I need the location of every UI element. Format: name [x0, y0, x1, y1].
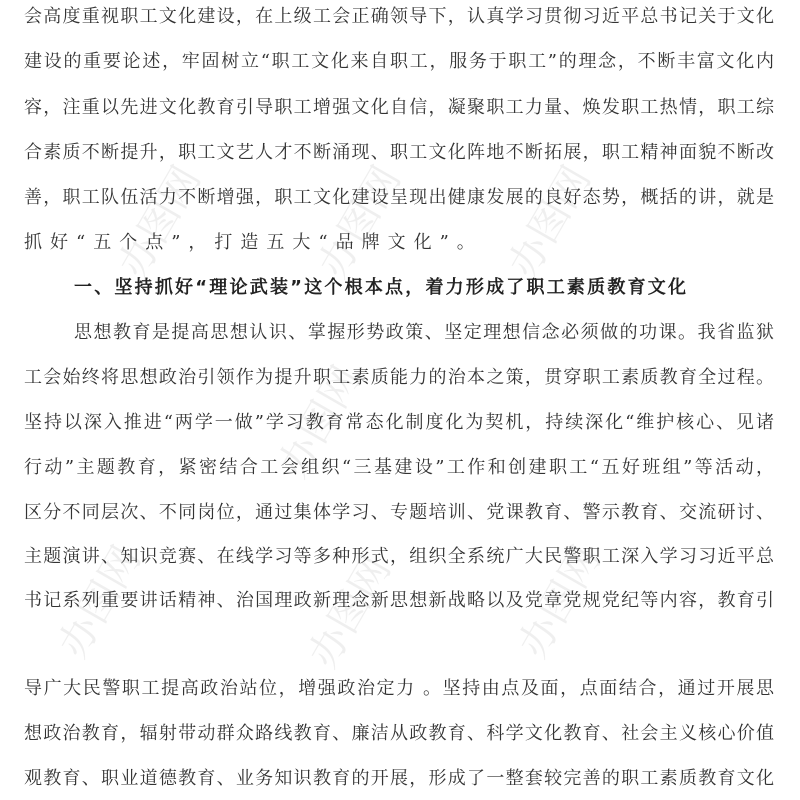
paragraph-line: 会高度重视职工文化建设，在上级工会正确领导下，认真学习贯彻习近平总书记关于文化	[24, 6, 774, 27]
paragraph-line: 行动”主题教育，紧密结合工会组织“三基建设”工作和创建职工“五好班组”等活动，	[24, 457, 774, 478]
paragraph-line: 善，职工队伍活力不断增强，职工文化建设呈现出健康发展的良好态势，概括的讲，就是	[24, 187, 774, 208]
paragraph-line: 导广大民警职工提高政治站位，增强政治定力 。坚持由点及面，点面结合，通过开展思	[24, 678, 774, 699]
paragraph-line: 容，注重以先进文化教育引导职工增强文化自信，凝聚职工力量、焕发职工热情，职工综	[24, 97, 774, 118]
paragraph-line: 观教育、职业道德教育、业务知识教育的开展，形成了一整套较完善的职工素质教育文化	[24, 768, 774, 789]
paragraph-line: 区分不同层次、不同岗位，通过集体学习、专题培训、党课教育、警示教育、交流研讨、	[24, 502, 774, 523]
watermark: 办图网	[510, 538, 610, 666]
section-heading: 一、坚持抓好“理论武装”这个根本点，着力形成了职工素质教育文化	[74, 277, 686, 298]
paragraph-line: 工会始终将思想政治引领作为提升职工素质能力的治本之策，贯穿职工素质教育全过程。	[24, 367, 774, 388]
paragraph-line: 书记系列重要讲话精神、治国理政新理念新思想新战略以及党章党规党纪等内容，教育引	[24, 590, 774, 611]
watermark: 办图网	[110, 158, 210, 286]
paragraph-line: 坚持以深入推进“两学一做”学习教育常态化制度化为契机，持续深化“维护核心、见诸	[24, 412, 774, 433]
paragraph-line: 建设的重要论述，牢固树立“职工文化来自职工，服务于职工”的理念，不断丰富文化内	[24, 51, 774, 72]
watermark: 办图网	[500, 158, 600, 286]
watermark: 办图网	[300, 548, 400, 676]
paragraph-line: 思想教育是提高思想认识、掌握形势政策、坚定理想信念必须做的功课。我省监狱	[74, 322, 774, 343]
paragraph-line: 合素质不断提升，职工文艺人才不断涌现、职工文化阵地不断拓展，职工精神面貌不断改	[24, 142, 774, 163]
paragraph-line: 想政治教育，辐射带动群众路线教育、廉洁从政教育、科学文化教育、社会主义核心价值	[24, 723, 774, 744]
watermark: 办图网	[50, 538, 150, 666]
watermark: 办图网	[310, 158, 410, 286]
watermark: 办图网	[270, 358, 370, 486]
paragraph-line: 抓好“五个点”，打造五大“品牌文化”。	[24, 232, 483, 253]
paragraph-line: 主题演讲、知识竞赛、在线学习等多种形式，组织全系统广大民警职工深入学习习近平总	[24, 546, 774, 567]
